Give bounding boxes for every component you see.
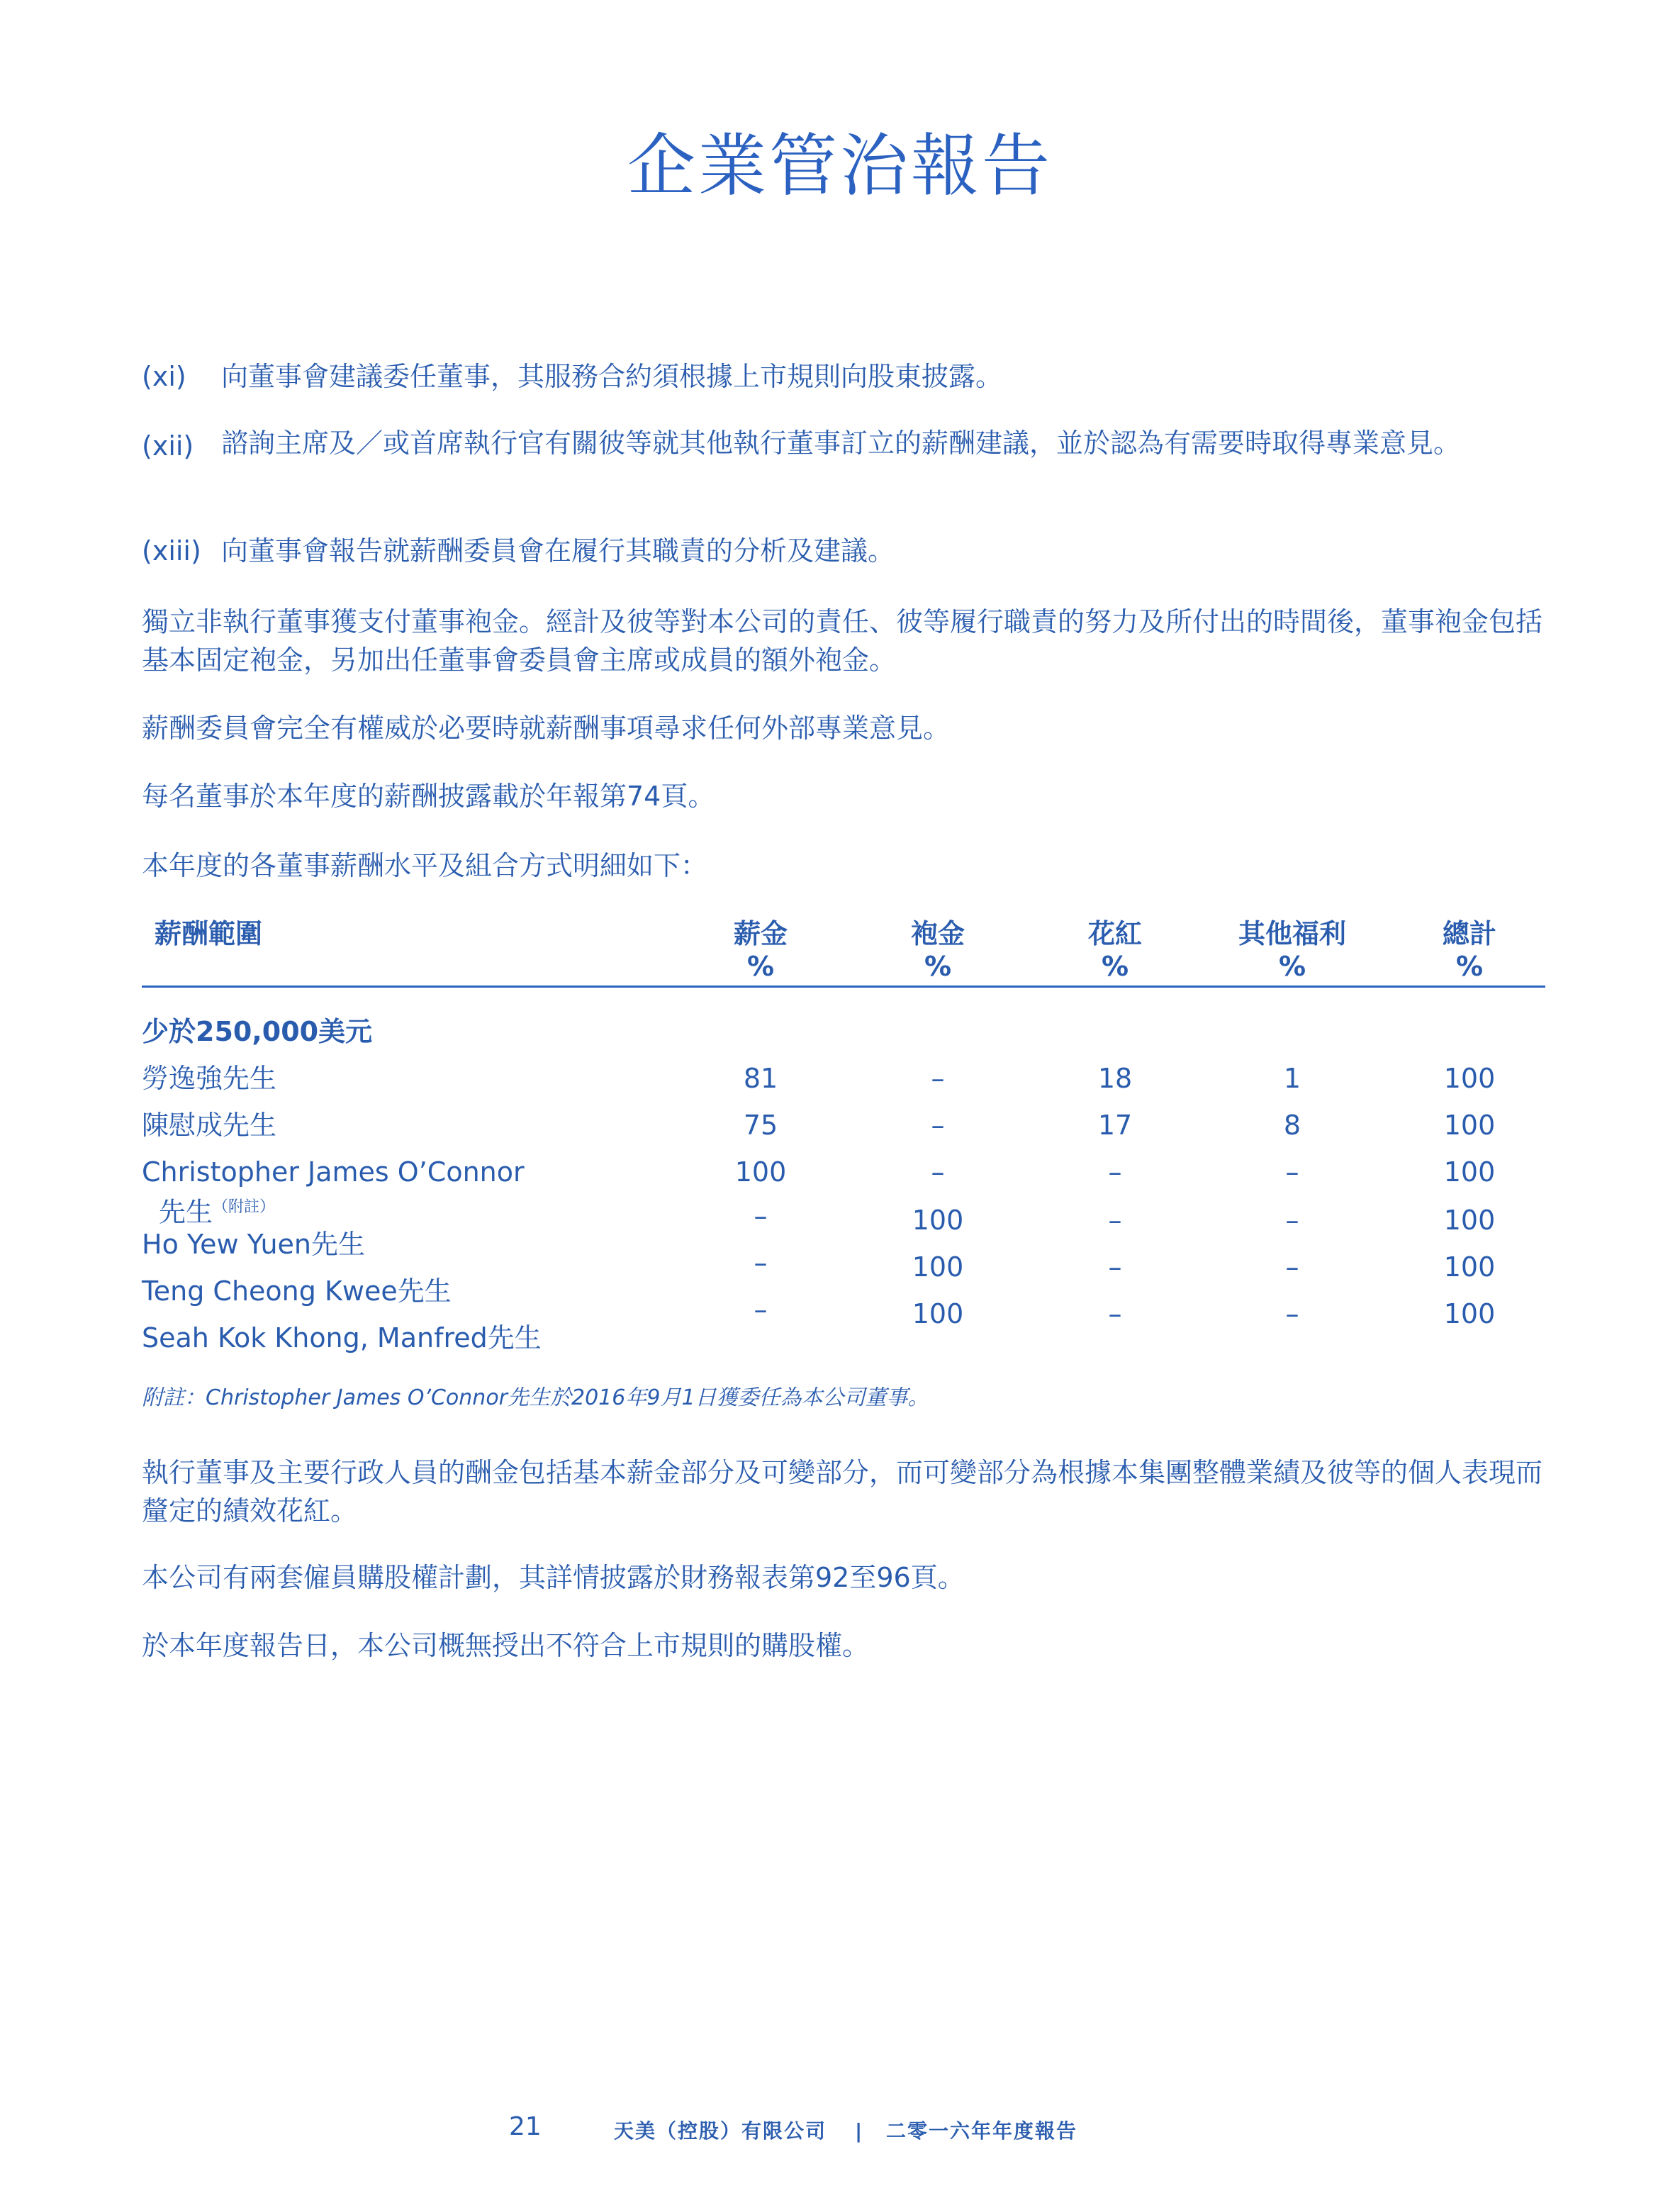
column-header-total: 總計 xyxy=(1442,918,1496,949)
paragraph: 獨立非執行董事獲支付董事袍金。經計及彼等對本公司的責任、彼等履行職責的努力及所付出的時間後，董事袍金包括基本固定袍金，另加出任董事會委員會主席或成員的額外袍金。 xyxy=(142,606,1543,676)
table-cell: 100 xyxy=(1443,1156,1496,1188)
table-cell: – xyxy=(1285,1298,1299,1329)
footer-report-title: 二零一六年年度報告 xyxy=(886,2119,1078,2143)
table-cell: 18 xyxy=(1097,1063,1133,1094)
director-name-suffix: 先生 xyxy=(159,1196,213,1228)
table-cell: 8 xyxy=(1283,1110,1301,1141)
table-cell: 1 xyxy=(1283,1063,1301,1094)
table-cell: – xyxy=(1108,1298,1122,1329)
item-text: 向董事會報告就薪酬委員會在履行其職責的分析及建議。 xyxy=(221,535,895,566)
column-unit: % xyxy=(924,951,952,982)
paragraph: 本公司有兩套僱員購股權計劃，其詳情披露於財務報表第92至96頁。 xyxy=(142,1562,965,1593)
column-unit: % xyxy=(1278,951,1306,982)
table-cell: 100 xyxy=(1443,1110,1496,1141)
table-cell: – xyxy=(1108,1156,1122,1188)
table-cell: 100 xyxy=(912,1251,964,1283)
column-unit: % xyxy=(1101,951,1129,982)
item-number: (xii) xyxy=(142,430,194,462)
table-cell: 100 xyxy=(1443,1251,1496,1283)
table-cell: – xyxy=(1108,1205,1122,1236)
director-name: 陳慰成先生 xyxy=(142,1110,277,1141)
column-unit: % xyxy=(1455,951,1484,982)
table-cell: 100 xyxy=(912,1298,964,1329)
table-cell: – xyxy=(1285,1205,1299,1236)
table-cell: – xyxy=(754,1200,768,1232)
table-cell: 100 xyxy=(1443,1205,1496,1236)
column-header-other-benefits: 其他福利 xyxy=(1238,918,1346,949)
table-footnote: 附註：Christopher James O’Connor先生於2016年9月1日獲委任為本公司董事。 xyxy=(142,1385,929,1410)
paragraph: 本年度的各董事薪酬水平及組合方式明細如下： xyxy=(142,850,708,881)
table-cell: 17 xyxy=(1097,1110,1133,1141)
director-name: Christopher James O’Connor xyxy=(142,1156,525,1188)
item-text: 向董事會建議委任董事，其服務合約須根據上市規則向股東披露。 xyxy=(221,361,1003,392)
table-cell: – xyxy=(1285,1251,1299,1283)
table-cell: – xyxy=(931,1110,945,1141)
page-number: 21 xyxy=(509,2112,542,2141)
column-header-salary: 薪金 xyxy=(733,918,788,949)
director-name: Teng Cheong Kwee先生 xyxy=(142,1276,452,1307)
table-cell: – xyxy=(931,1063,945,1094)
table-cell: 100 xyxy=(1443,1063,1496,1094)
item-number: (xi) xyxy=(142,361,186,392)
table-cell: – xyxy=(754,1294,768,1325)
table-cell: 100 xyxy=(1443,1298,1496,1329)
column-header-range: 薪酬範圍 xyxy=(155,918,263,949)
table-cell: – xyxy=(754,1247,768,1278)
table-group-label: 少於250,000美元 xyxy=(142,1016,373,1047)
column-unit: % xyxy=(746,951,775,982)
item-text: 諮詢主席及／或首席執行官有關彼等就其他執行董事訂立的薪酬建議，並於認為有需要時取得專業意見。 xyxy=(221,428,1461,459)
paragraph: 薪酬委員會完全有權威於必要時就薪酬事項尋求任何外部專業意見。 xyxy=(142,713,951,744)
table-cell: – xyxy=(1108,1251,1122,1283)
table-header xyxy=(142,915,1545,988)
table-cell: 100 xyxy=(734,1156,787,1188)
table-cell: – xyxy=(1285,1156,1299,1188)
director-name: Ho Yew Yuen先生 xyxy=(142,1229,366,1260)
page-title: 企業管治報告 xyxy=(627,126,1053,206)
column-header-bonus: 花紅 xyxy=(1087,918,1142,949)
column-header-fee: 袍金 xyxy=(910,918,965,949)
footer-separator: | xyxy=(855,2119,864,2143)
note-mark: （附註） xyxy=(213,1198,276,1216)
paragraph: 於本年度報告日，本公司概無授出不符合上市規則的購股權。 xyxy=(142,1630,870,1661)
footer-company: 天美（控股）有限公司 xyxy=(614,2119,827,2143)
paragraph: 執行董事及主要行政人員的酬金包括基本薪金部分及可變部分，而可變部分為根據本集團整體業績及彼等的個人表現而釐定的績效花紅。 xyxy=(142,1457,1543,1526)
table-cell: – xyxy=(931,1156,945,1188)
director-name: 勞逸強先生 xyxy=(142,1063,277,1094)
paragraph: 每名董事於本年度的薪酬披露載於年報第74頁。 xyxy=(142,781,715,812)
item-number: (xiii) xyxy=(142,535,201,566)
table-cell: 75 xyxy=(743,1110,778,1141)
director-name: Seah Kok Khong, Manfred先生 xyxy=(142,1322,542,1353)
table-cell: 100 xyxy=(912,1205,964,1236)
table-cell: 81 xyxy=(743,1063,778,1094)
